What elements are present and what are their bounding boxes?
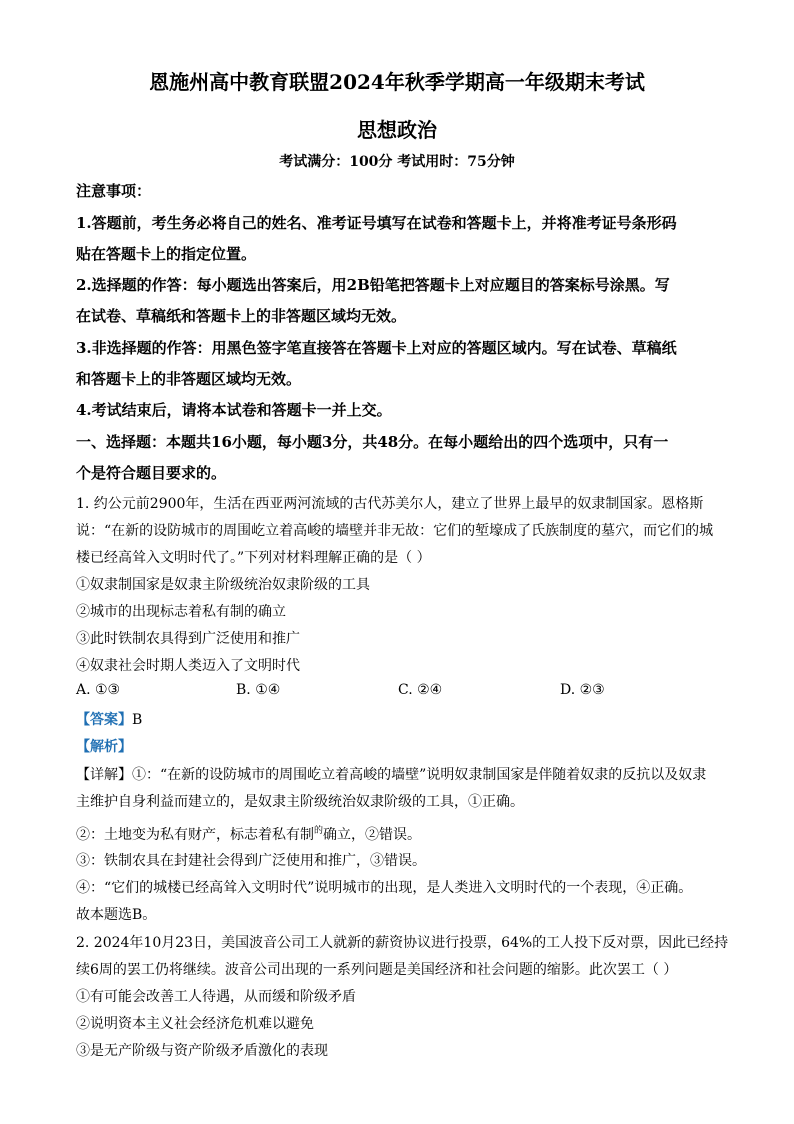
q1-answer [76,709,142,729]
detail-2-superscript: 的 [314,826,324,836]
subject-title: 思想政治 [357,118,437,142]
q2-item-2: ②说明资本主义社会经济危机难以避免 [76,1016,314,1032]
q1-detail-item-3: ③：铁制农具在封建社会得到广泛使用和推广，③错误。 [76,853,426,869]
q2-stem-line-1: 2. 2024年10月23日，美国波音公司工人就新的薪资协议进行投票，64%的工人投下反对票，因此已经持 [76,935,729,951]
answer-label: 【答案】 [76,712,132,728]
q1-option-c: C. ②④ [398,682,443,698]
exam-title: 恩施州高中教育联盟2024年秋季学期高一年级期末考试 [149,70,645,94]
q2-stem-line-2: 续6周的罢工仍将继续。波音公司出现的一系列问题是美国经济和社会问题的缩影。此次罢工（ ） [76,962,678,978]
section-1-line-1: 一、选择题：本题共16小题，每小题3分，共48分。在每小题给出的四个选项中，只有一 [76,433,669,451]
q1-item-3: ③此时铁制农具得到广泛使用和推广 [76,631,300,647]
analysis-label: 【解析】 [76,739,132,755]
q1-stem-line-2: 说：“在新的设防城市的周围屹立着高峻的墙壁并非无故：它们的堑壕成了氏族制度的墓穴，而它们的城 [76,523,714,539]
section-1-line-2: 个是符合题目要求的。 [76,464,227,482]
note-3-line-2: 和答题卡上的非答题区域均无效。 [76,370,302,388]
q1-item-2: ②城市的出现标志着私有制的确立 [76,604,286,620]
note-2-line-2: 在试卷、草稿纸和答题卡上的非答题区域均无效。 [76,307,407,325]
note-2-line-1: 2.选择题的作答：每小题选出答案后，用2B铅笔把答题卡上对应题目的答案标号涂黑。写 [76,276,670,294]
q1-item-1: ①奴隶制国家是奴隶主阶级统治奴隶阶级的工具 [76,577,370,593]
note-4: 4.考试结束后，请将本试卷和答题卡一并上交。 [76,401,392,419]
q1-detail-line-1: 【详解】①：“在新的设防城市的周围屹立着高峻的墙壁”说明奴隶制国家是伴随着奴隶的反抗以及奴隶 [76,767,707,783]
q1-conclusion: 故本题选B。 [76,907,157,923]
note-1-line-2: 贴在答题卡上的指定位置。 [76,245,257,263]
q2-item-3: ③是无产阶级与资产阶级矛盾激化的表现 [76,1043,328,1059]
q1-detail-line-2: 主维护自身利益而建立的，是奴隶主阶级统治奴隶阶级的工具，①正确。 [76,794,524,810]
detail-2-text-a: ②：土地变为私有财产，标志着私有制 [76,827,314,843]
q1-option-b: B. ①④ [236,682,281,698]
q1-option-a: A. ①③ [76,682,121,698]
detail-2-text-b: 确立，②错误。 [323,827,422,843]
q1-stem-line-3: 楼已经高耸入文明时代了。”下列对材料理解正确的是（ ） [76,550,431,566]
exam-info: 考试满分：100分 考试用时：75分钟 [279,154,515,170]
q1-detail-item-4: ④：“它们的城楼已经高耸入文明时代”说明城市的出现，是人类进入文明时代的一个表现，④正确。 [76,880,693,896]
note-1-line-1: 1.答题前，考生务必将自己的姓名、准考证号填写在试卷和答题卡上，并将准考证号条形码 [76,214,677,232]
q1-stem-line-1: 1. 约公元前2900年，生活在西亚两河流域的古代苏美尔人，建立了世界上最早的奴隶制国家。恩格斯 [76,496,704,512]
note-3-line-1: 3.非选择题的作答：用黑色签字笔直接答在答题卡上对应的答题区域内。写在试卷、草稿纸 [76,339,677,357]
answer-value: B [132,712,143,728]
q1-item-4: ④奴隶社会时期人类迈入了文明时代 [76,658,300,674]
q1-detail-item-2 [76,823,421,844]
q1-option-d: D. ②③ [560,682,605,698]
notes-heading: 注意事项： [76,182,152,200]
q2-item-1: ①有可能会改善工人待遇，从而缓和阶级矛盾 [76,989,356,1005]
